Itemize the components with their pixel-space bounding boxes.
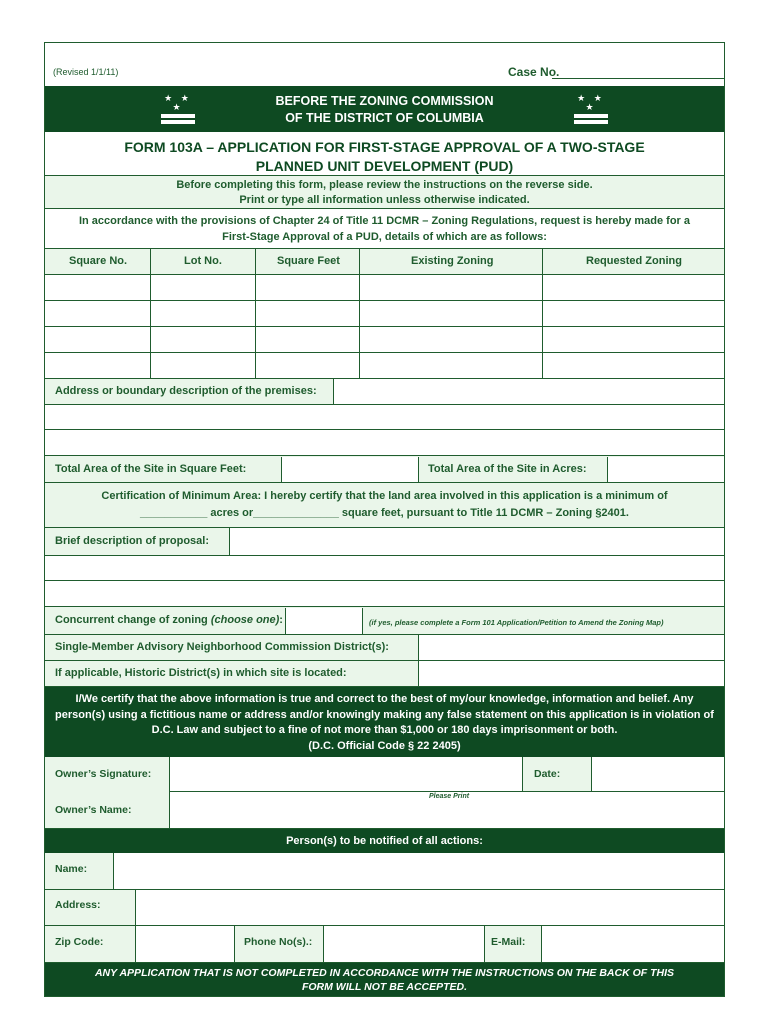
col-existing-zoning: Existing Zoning: [411, 255, 494, 267]
anc-district-label: Single-Member Advisory Neighborhood Commission District(s):: [55, 641, 389, 653]
footer-warning: ANY APPLICATION THAT IS NOT COMPLETED IN ACCORDANCE WITH THE INSTRUCTIONS ON THE BACK OF THIS FORM WILL NOT BE ACCEPTED.: [45, 963, 724, 996]
owner-name-label: Owner’s Name:: [55, 804, 132, 816]
instructions: Before completing this form, please review the instructions on the reverse side. Print or type all information unless otherwise indicated.: [45, 176, 724, 208]
brief-description-label: Brief description of proposal:: [55, 535, 210, 547]
application-form: [44, 42, 725, 997]
concurrent-zoning-label: Concurrent change of zoning (choose one):: [55, 614, 283, 626]
notify-phone-label: Phone No(s).:: [244, 936, 313, 948]
concurrent-zoning-note: (if yes, please complete a Form 101 Application/Petition to Amend the Zoning Map): [369, 618, 664, 627]
owner-signature-label: Owner’s Signature:: [55, 768, 152, 780]
col-requested-zoning: Requested Zoning: [586, 255, 682, 267]
case-no-field[interactable]: [552, 78, 724, 79]
certification-text: Certification of Minimum Area: I hereby certify that the land area involved in this application is a minimum of ___________ acres or______________ square feet, pursuant to Title 11 DCMR – Zoning §2401.: [45, 483, 724, 527]
please-print-hint: Please Print: [429, 793, 470, 800]
notify-zip-field[interactable]: [136, 926, 234, 962]
parcel-table-body[interactable]: [45, 275, 724, 378]
notify-address-field[interactable]: [136, 890, 724, 925]
brief-description-field[interactable]: [230, 529, 724, 555]
area-acres-field[interactable]: [607, 457, 724, 482]
notification-header: Person(s) to be notified of all actions:: [45, 829, 724, 853]
anc-district-field[interactable]: [419, 636, 724, 660]
col-lot-no: Lot No.: [184, 255, 222, 267]
dc-flag-icon: ★ ★ ★: [161, 94, 195, 116]
notify-name-label: Name:: [55, 863, 88, 875]
notify-address-label: Address:: [55, 899, 101, 911]
address-label: Address or boundary description of the premises:: [55, 385, 317, 397]
area-acres-label: Total Area of the Site in Acres:: [428, 463, 587, 475]
area-sqft-field[interactable]: [281, 457, 419, 482]
col-square-feet: Square Feet: [277, 255, 340, 267]
case-no-label: Case No.: [508, 65, 560, 79]
brief-description-line3[interactable]: [45, 581, 724, 606]
historic-district-label: If applicable, Historic District(s) in which site is located:: [55, 667, 347, 679]
owner-signature-field[interactable]: [170, 757, 522, 791]
form-title: FORM 103A – APPLICATION FOR FIRST-STAGE APPROVAL OF A TWO-STAGE PLANNED UNIT DEVELOPMENT (PUD): [124, 139, 645, 174]
historic-district-field[interactable]: [419, 661, 724, 686]
notify-name-field[interactable]: [114, 853, 724, 889]
notify-phone-field[interactable]: [324, 926, 484, 962]
provisions-text: In accordance with the provisions of Chapter 24 of Title 11 DCMR – Zoning Regulations, request is hereby made for a First-Stage Approval of a PUD, details of which are as follows:: [78, 215, 691, 243]
dc-flag-icon: ★ ★ ★: [574, 94, 608, 116]
date-label: Date:: [534, 768, 561, 780]
commission-header: [45, 86, 724, 132]
area-sqft-label: Total Area of the Site in Square Feet:: [55, 463, 247, 475]
notify-email-label: E-Mail:: [491, 936, 526, 948]
address-field[interactable]: [334, 380, 724, 404]
address-field-line2[interactable]: [45, 405, 724, 429]
brief-description-line2[interactable]: [45, 556, 724, 580]
attestation-statement: I/We certify that the above information is true and correct to the best of my/our knowledge, information and belief. Any person(s) using a fictitious name or address and/or knowingly making any false statement on this application is in violation of D.C. Law and subject to a fine of not more than $1,000 or 180 days imprisonment or both. (D.C. Official Code § 22 2405): [45, 687, 724, 757]
commission-title-line1: BEFORE THE ZONING COMMISSION: [275, 94, 494, 108]
notify-zip-label: Zip Code:: [55, 936, 104, 948]
date-field[interactable]: [592, 757, 724, 791]
address-field-line3[interactable]: [45, 430, 724, 455]
col-square-no: Square No.: [69, 255, 128, 267]
revised-date: (Revised 1/1/11): [53, 67, 119, 77]
owner-name-field[interactable]: [170, 801, 724, 828]
notify-email-field[interactable]: [542, 926, 724, 962]
concurrent-zoning-choice[interactable]: [285, 608, 363, 634]
commission-title-line2: OF THE DISTRICT OF COLUMBIA: [285, 111, 484, 125]
